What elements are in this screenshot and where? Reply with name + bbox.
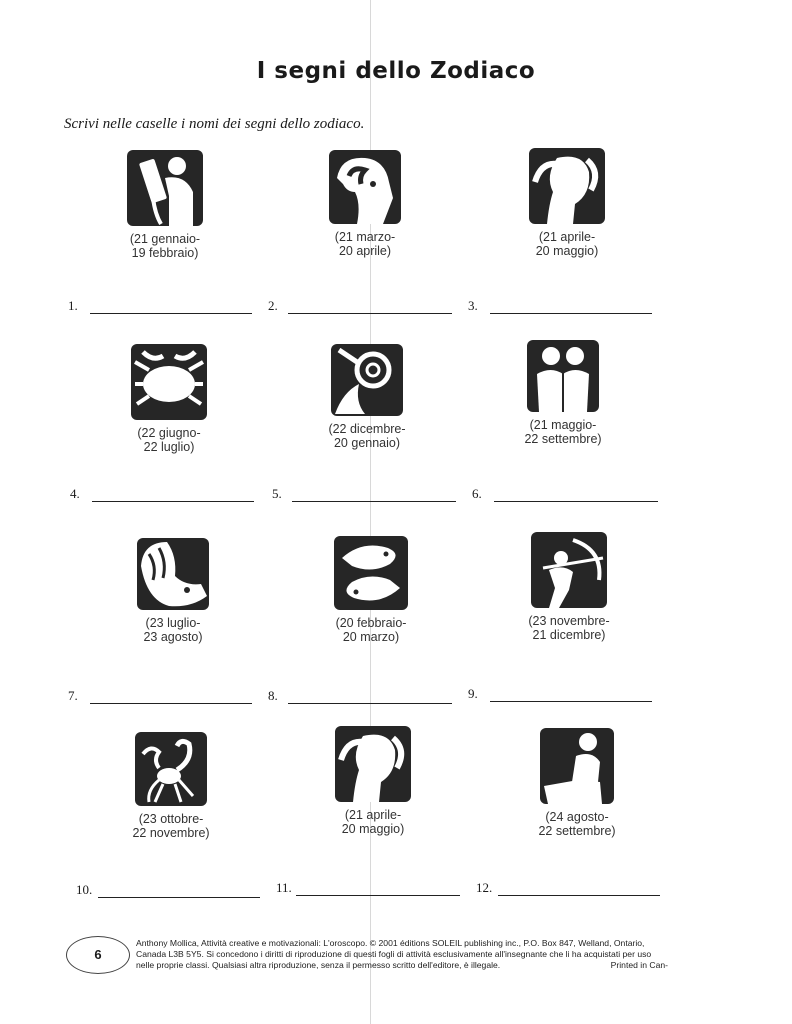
answer-field-2[interactable]: 2. (268, 298, 454, 318)
answer-field-7[interactable]: 7. (68, 688, 254, 708)
sign-cell (492, 726, 662, 838)
answer-field-3[interactable]: 3. (468, 298, 654, 318)
copyright-line: Canada L3B 5Y5. Si concedono i diritti di riproduzione di questi fogli di attività esclusivamente all'insegnante che li ha acquistati per uso (136, 949, 652, 959)
aquarius-icon (125, 148, 205, 228)
sign-cell (484, 530, 654, 642)
taurus-icon (333, 724, 413, 804)
date-range: (21 marzo- 20 aprile) (334, 230, 396, 258)
sagittarius-icon (529, 530, 609, 610)
copyright-line: Anthony Mollica, Attività creative e motivazionali: L'oroscopo. © 2001 éditions SOLEIL publishing inc., P.O. Box 847, Welland, Ontario, (136, 938, 645, 948)
sign-cell (286, 534, 456, 644)
answer-field-9[interactable]: 9. (468, 686, 654, 706)
date-range: (23 ottobre- 22 novembre) (132, 812, 210, 840)
sign-cell (288, 724, 458, 836)
answer-field-1[interactable]: 1. (68, 298, 254, 318)
instruction-text: Scrivi nelle caselle i nomi dei segni dello zodiaco. (64, 116, 365, 132)
date-range: (21 maggio- 22 settembre) (524, 418, 602, 446)
sign-cell (84, 342, 254, 454)
answer-field-10[interactable]: 10. (76, 882, 262, 902)
printed-in-label: Printed in Can- (610, 960, 668, 970)
copyright-line: nelle proprie classi. Qualsiasi altra riproduzione, senza il permesso scritto dell'editore, è illegale. Printed in Can- (136, 960, 668, 970)
answer-field-11[interactable]: 11. (276, 880, 462, 900)
sign-cell (280, 148, 450, 258)
gemini-icon (525, 338, 601, 414)
page-title: I segni dello Zodiaco (256, 58, 536, 84)
sign-cell (482, 146, 652, 258)
page-number: 6 (66, 936, 130, 974)
date-range: (20 febbraio- 20 marzo) (335, 616, 407, 644)
aries-icon (327, 148, 403, 226)
sign-cell (478, 338, 648, 446)
answer-field-5[interactable]: 5. (272, 486, 458, 506)
date-range: (23 luglio- 23 agosto) (143, 616, 203, 644)
date-range: (21 aprile- 20 maggio) (341, 808, 405, 836)
scorpio-icon (133, 730, 209, 808)
leo-icon (135, 536, 211, 612)
date-range: (22 dicembre- 20 gennaio) (328, 422, 406, 450)
date-range: (23 novembre- 21 dicembre) (528, 614, 610, 642)
answer-field-8[interactable]: 8. (268, 688, 454, 708)
cancer-icon (129, 342, 209, 422)
answer-field-12[interactable]: 12. (476, 880, 662, 900)
date-range: (21 gennaio- 19 febbraio) (129, 232, 201, 260)
sign-cell (80, 148, 250, 260)
date-range: (24 agosto- 22 settembre) (538, 810, 616, 838)
virgo-icon (538, 726, 616, 806)
taurus-icon (527, 146, 607, 226)
copyright-notice (136, 938, 668, 971)
capricorn-icon (329, 342, 405, 418)
sign-cell (88, 536, 258, 644)
pisces-icon (332, 534, 410, 612)
date-range: (21 aprile- 20 maggio) (535, 230, 599, 258)
answer-field-6[interactable]: 6. (472, 486, 660, 506)
date-range: (22 giugno- 22 luglio) (137, 426, 201, 454)
sign-cell (86, 730, 256, 840)
sign-cell (282, 342, 452, 450)
answer-field-4[interactable]: 4. (70, 486, 256, 506)
